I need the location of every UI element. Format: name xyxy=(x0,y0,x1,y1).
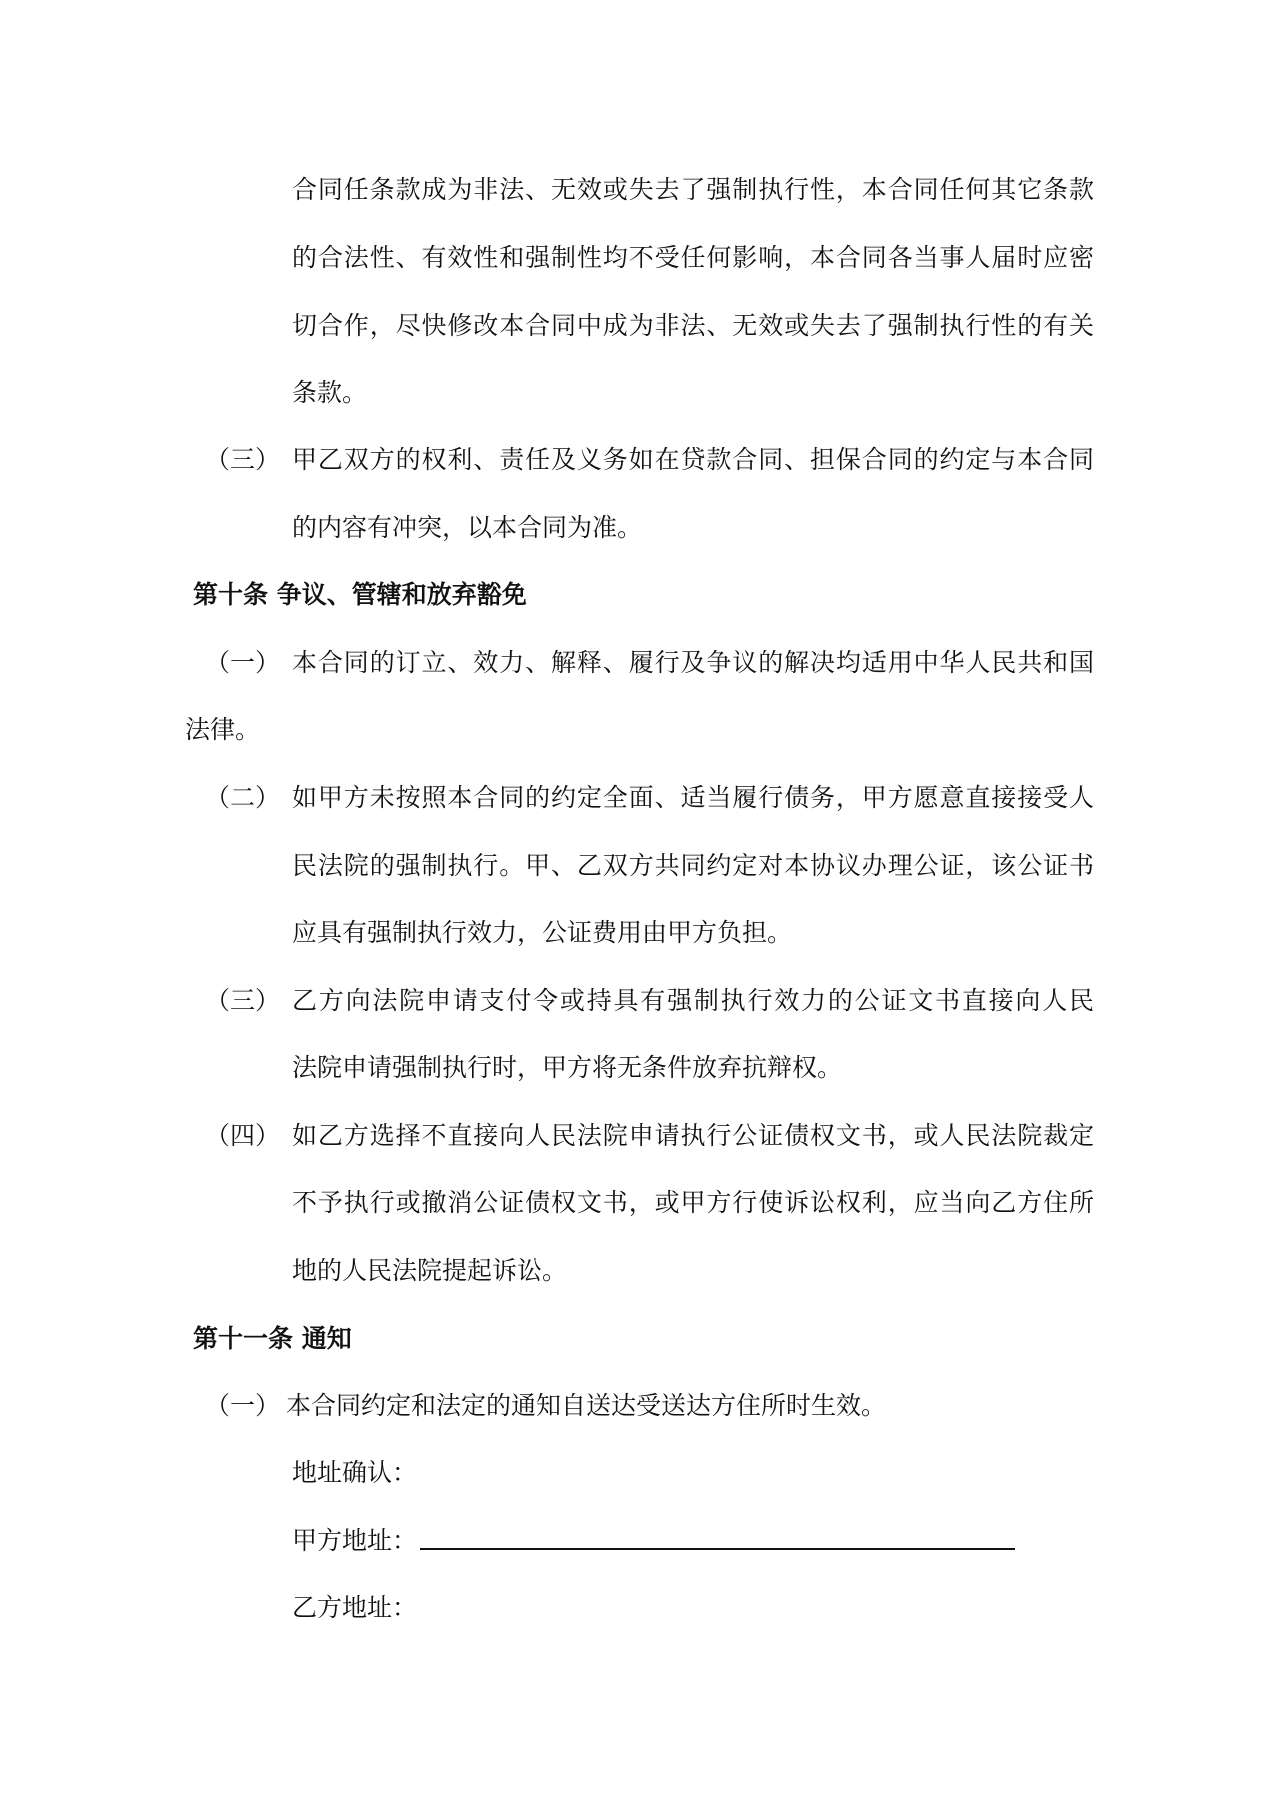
paragraph-line: 本合同约定和法定的通知自送达受送达方住所时生效。 xyxy=(286,1391,887,1420)
clause-number: （二） xyxy=(205,783,281,812)
paragraph-line: 乙方向法院申请支付令或持具有强制执行效力的公证文书直接向人民 xyxy=(292,986,1094,1015)
clause-number: （一） xyxy=(205,648,281,677)
paragraph-line: 本合同的订立、效力、解释、履行及争议的解决均适用中华人民共和国 xyxy=(292,648,1094,677)
clause-number: （一） xyxy=(205,1391,281,1420)
paragraph-line: 不予执行或撤消公证债权文书，或甲方行使诉讼权利，应当向乙方住所 xyxy=(292,1188,1094,1217)
paragraph-line: 的合法性、有效性和强制性均不受任何影响，本合同各当事人届时应密 xyxy=(292,243,1094,272)
paragraph-line: 地的人民法院提起诉讼。 xyxy=(292,1256,568,1285)
paragraph-line: 甲乙双方的权利、责任及义务如在贷款合同、担保合同的约定与本合同 xyxy=(292,445,1094,474)
paragraph-line: 应具有强制执行效力，公证费用由甲方负担。 xyxy=(292,918,793,947)
paragraph-line: 的内容有冲突，以本合同为准。 xyxy=(292,513,643,542)
party-a-address-blank xyxy=(420,1548,1015,1550)
paragraph-line: 法院申请强制执行时，甲方将无条件放弃抗辩权。 xyxy=(292,1053,843,1082)
clause-number: （四） xyxy=(205,1121,281,1150)
article-heading-11: 第十一条 通知 xyxy=(193,1324,352,1353)
party-a-address-label: 甲方地址： xyxy=(292,1526,418,1555)
party-b-address-label: 乙方地址： xyxy=(292,1593,418,1622)
paragraph-line: 合同任条款成为非法、无效或失去了强制执行性，本合同任何其它条款 xyxy=(292,175,1094,204)
address-confirm-label: 地址确认： xyxy=(292,1458,418,1487)
clause-number: （三） xyxy=(205,445,281,474)
paragraph-line: 民法院的强制执行。甲、乙双方共同约定对本协议办理公证，该公证书 xyxy=(292,851,1094,880)
paragraph-line: 如乙方选择不直接向人民法院申请执行公证债权文书，或人民法院裁定 xyxy=(292,1121,1094,1150)
paragraph-line: 如甲方未按照本合同的约定全面、适当履行债务，甲方愿意直接接受人 xyxy=(292,783,1094,812)
article-heading-10: 第十条 争议、管辖和放弃豁免 xyxy=(193,580,527,609)
paragraph-line: 法律。 xyxy=(185,715,261,744)
clause-number: （三） xyxy=(205,986,281,1015)
paragraph-line: 切合作，尽快修改本合同中成为非法、无效或失去了强制执行性的有关 xyxy=(292,311,1094,340)
paragraph-line: 条款。 xyxy=(292,378,368,407)
